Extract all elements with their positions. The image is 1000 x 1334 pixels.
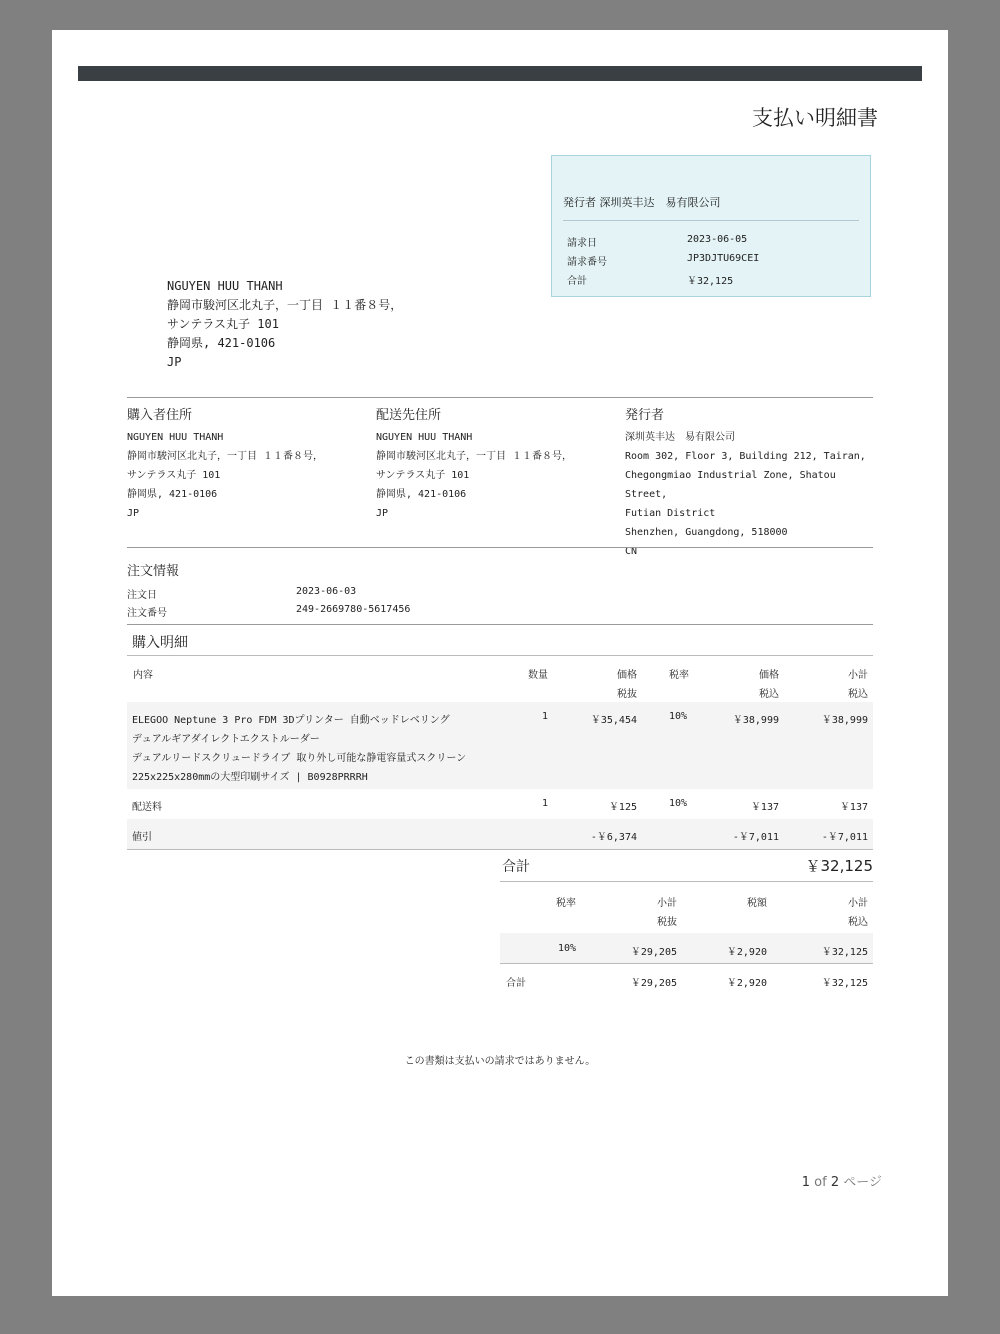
invoice-number-row [567, 253, 760, 268]
divider [127, 849, 873, 850]
item-description: デュアルリードスクリュードライブ 取り外し可能な静電容量式スクリーン [132, 753, 467, 764]
order-number-label: 注文番号 [127, 608, 167, 619]
invoice-number-label: 請求番号 [567, 257, 607, 268]
tax-subtotal-excl: ￥29,205 [630, 947, 677, 958]
tax-total-label: 合計 [506, 978, 526, 989]
item-price-incl: ￥137 [750, 802, 779, 813]
tax-header-subtotal-excl-note: 税抜 [657, 917, 677, 928]
disclaimer-notice: この書類は支払いの請求ではありません。 [404, 1056, 596, 1067]
item-description: 値引 [132, 832, 152, 843]
buyer-address-heading: 購入者住所 [127, 408, 193, 423]
issuer-line [563, 194, 721, 210]
tax-header-tax: 税額 [747, 898, 767, 909]
invoice-date-row [567, 234, 748, 249]
item-description: 225x225x280mmの大型印刷サイズ | B0928PRRRH [132, 772, 368, 783]
tax-subtotal-incl: ￥32,125 [821, 947, 868, 958]
col-header-price-excl: 価格 [617, 670, 637, 681]
col-header-tax-rate: 税率 [669, 670, 689, 681]
page-of: of [814, 1175, 827, 1190]
issuer-name: 深圳英丰达 易有限公司 [599, 196, 721, 209]
address-line: NGUYEN HUU THANH [376, 432, 473, 443]
address-line: CN [625, 546, 638, 557]
tax-total-amount: ￥2,920 [726, 978, 767, 989]
recipient-line: 静岡市駿河区北丸子，一丁目 １１番８号， [167, 298, 403, 312]
tax-rate: 10% [557, 943, 576, 954]
address-line: サンテラス丸子 101 [376, 470, 470, 481]
item-qty: 1 [541, 798, 548, 809]
tax-header-subtotal-excl: 小計 [657, 898, 677, 909]
divider [127, 397, 873, 398]
address-line: JP [376, 508, 389, 519]
tax-header-rate: 税率 [556, 898, 576, 909]
col-header-qty: 数量 [528, 670, 548, 681]
items-heading: 購入明細 [132, 635, 188, 651]
invoice-total-value: ￥32,125 [687, 276, 734, 287]
shipping-address-heading: 配送先住所 [376, 408, 442, 423]
page-suffix: ページ [843, 1175, 882, 1190]
address-line: 静岡市駿河区北丸子，一丁目 １１番８号， [127, 451, 324, 462]
item-price-incl: ￥38,999 [732, 715, 779, 726]
divider [127, 547, 873, 548]
address-line: 静岡県, 421-0106 [376, 489, 467, 500]
item-tax-rate: 10% [669, 711, 688, 722]
item-subtotal: ￥137 [839, 802, 868, 813]
grand-total-label: 合計 [502, 859, 530, 875]
address-line: Room 302, Floor 3, Building 212, Tairan, [625, 451, 866, 462]
col-header-price-incl-note: 税込 [759, 689, 779, 700]
invoice-total-row [567, 272, 734, 287]
invoice-total-label: 合計 [567, 276, 587, 287]
shipping-address [376, 406, 616, 523]
divider [500, 963, 873, 964]
issuer-summary-box [551, 155, 871, 297]
address-line: 静岡県, 421-0106 [127, 489, 218, 500]
item-subtotal: ￥38,999 [821, 715, 868, 726]
address-line: Chegongmiao Industrial Zone, Shatou Street, [625, 470, 836, 500]
recipient-line: JP [167, 355, 182, 369]
item-price-excl: ￥35,454 [590, 715, 637, 726]
address-line: JP [127, 508, 140, 519]
col-header-price-incl: 価格 [759, 670, 779, 681]
seller-address [625, 406, 875, 561]
address-line: 静岡市駿河区北丸子，一丁目 １１番８号， [376, 451, 573, 462]
buyer-address [127, 406, 367, 523]
item-qty: 1 [541, 711, 548, 722]
recipient-line: サンテラス丸子 101 [167, 317, 279, 331]
order-number-value: 249-2669780-5617456 [296, 604, 411, 615]
address-line: サンテラス丸子 101 [127, 470, 221, 481]
address-line: NGUYEN HUU THANH [127, 432, 224, 443]
recipient-line: NGUYEN HUU THANH [167, 279, 283, 293]
divider [500, 881, 873, 882]
order-date-value: 2023-06-03 [296, 586, 357, 597]
divider [127, 655, 873, 656]
invoice-number-value: JP3DJTU69CEI [687, 253, 760, 264]
item-price-excl: -￥6,374 [590, 832, 637, 843]
recipient-address [167, 277, 402, 372]
invoice-page [52, 30, 948, 1296]
page-title: 支払い明細書 [752, 106, 878, 130]
header-bar [78, 66, 922, 81]
item-tax-rate: 10% [669, 798, 688, 809]
grand-total-value: ￥32,125 [805, 857, 873, 875]
invoice-date-value: 2023-06-05 [687, 234, 748, 245]
address-line: 深圳英丰达 易有限公司 [625, 432, 735, 443]
col-header-subtotal: 小計 [848, 670, 868, 681]
issuer-label: 発行者 [563, 196, 596, 209]
page-total: 2 [830, 1175, 840, 1190]
item-description: ELEGOO Neptune 3 Pro FDM 3Dプリンター 自動ベッドレベリング [132, 715, 450, 726]
col-header-description: 内容 [133, 670, 153, 681]
address-line: Futian District [625, 508, 716, 519]
tax-amount: ￥2,920 [726, 947, 767, 958]
tax-header-subtotal-incl: 小計 [848, 898, 868, 909]
order-number-row [127, 604, 411, 619]
tax-total-subtotal-excl: ￥29,205 [630, 978, 677, 989]
order-info-heading: 注文情報 [127, 564, 180, 579]
item-description: 配送料 [132, 802, 162, 813]
divider [563, 220, 859, 221]
item-description: デュアルギアダイレクトエクストルーダー [132, 734, 320, 745]
seller-address-heading: 発行者 [625, 408, 665, 423]
invoice-date-label: 請求日 [567, 238, 597, 249]
col-header-subtotal-note: 税込 [848, 689, 868, 700]
divider [127, 624, 873, 625]
order-date-row [127, 586, 357, 601]
page-indicator [802, 1171, 882, 1190]
tax-total-subtotal-incl: ￥32,125 [821, 978, 868, 989]
recipient-line: 静岡県, 421-0106 [167, 336, 276, 350]
item-price-incl: -￥7,011 [732, 832, 779, 843]
page-current: 1 [801, 1175, 811, 1190]
order-date-label: 注文日 [127, 590, 157, 601]
item-price-excl: ￥125 [608, 802, 637, 813]
tax-header-subtotal-incl-note: 税込 [848, 917, 868, 928]
address-line: Shenzhen, Guangdong, 518000 [625, 527, 788, 538]
item-subtotal: -￥7,011 [821, 832, 868, 843]
col-header-price-excl-note: 税抜 [617, 689, 637, 700]
